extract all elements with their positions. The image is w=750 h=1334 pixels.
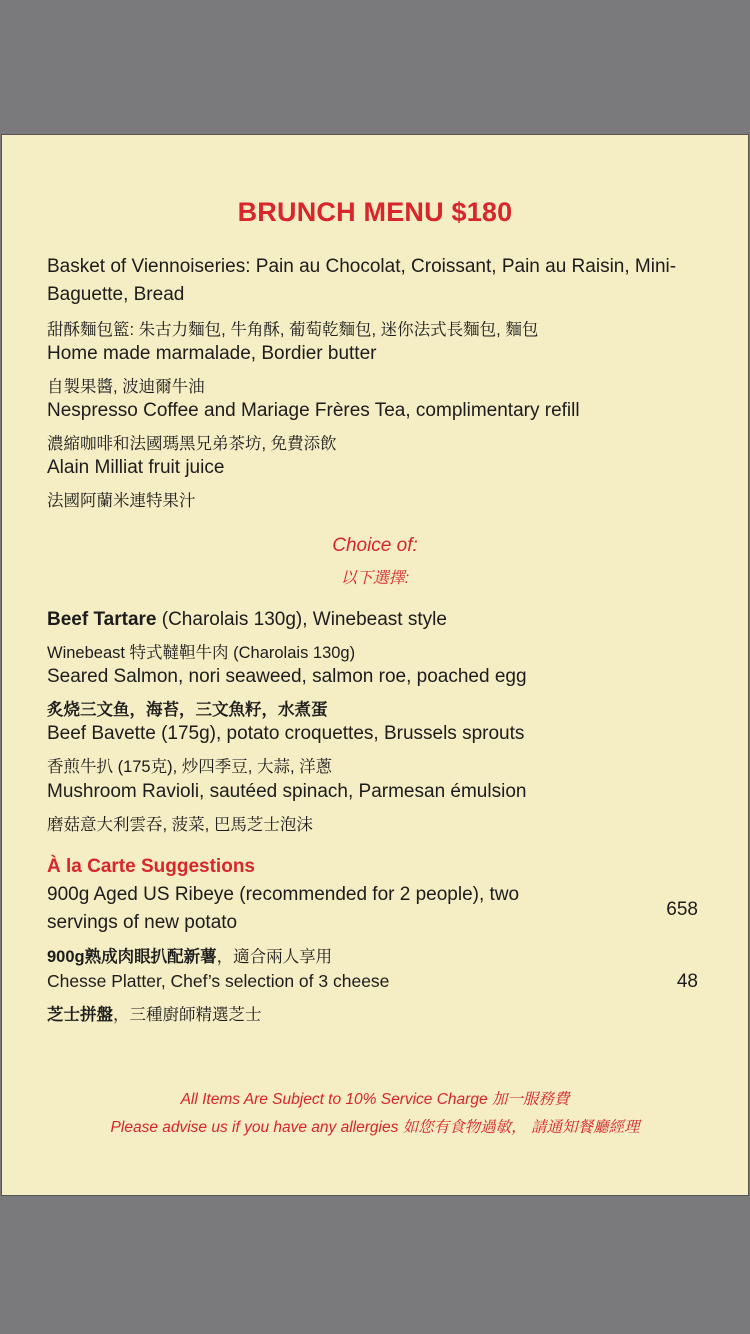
juice-en: Alain Milliat fruit juice [47, 457, 225, 478]
allergy-note: Please advise us if you have any allergies 如您有食物過敏， 請通知餐廳經理 [110, 1119, 640, 1136]
item-zh-name: 芝士拼盤 [47, 1006, 113, 1024]
item-zh: 磨菇意大利雲吞, 菠菜, 巴馬芝士泡沫 [47, 816, 313, 834]
list-item [47, 609, 447, 631]
marmalade-en: Home made marmalade, Bordier butter [47, 343, 377, 364]
list-item [47, 881, 567, 937]
item-zh-desc: ，三種廚師精選芝士 [113, 1006, 262, 1024]
item-desc: (recommended for 2 people), two servings of new potato [47, 884, 520, 933]
item-zh [47, 943, 332, 967]
coffee-zh: 濃縮咖啡和法國瑪黑兄弟茶坊, 免費添飲 [47, 435, 337, 453]
item-zh-name: 900g熟成肉眼扒配新薯 [47, 948, 217, 966]
item-name: Chesse Platter [47, 971, 161, 991]
menu-title: BRUNCH MENU $180 [237, 197, 513, 227]
marmalade-zh: 自製果醬, 波迪爾牛油 [47, 378, 205, 396]
item-name: Seared Salmon [47, 666, 178, 687]
item-name: Beef Bavette (175g) [47, 723, 216, 744]
item-desc: , Chef’s selection of 3 cheese [160, 971, 390, 991]
item-name: 900g Aged US Ribeye [47, 884, 234, 905]
item-zh: 炙烧三文鱼，海苔，三文魚籽，水煮蛋 [47, 701, 328, 719]
item-zh: Winebeast 特式韃靼牛肉 (Charolais 130g) [47, 644, 356, 662]
item-desc: , nori seaweed, salmon roe, poached egg [177, 666, 527, 687]
item-desc: (Charolais 130g), Winebeast style [156, 609, 447, 630]
item-name: Beef Tartare [47, 609, 157, 630]
item-name: Mushroom Ravioli [47, 781, 200, 802]
service-charge-note: All Items Are Subject to 10% Service Charge 加一服務費 [180, 1091, 570, 1108]
item-zh-desc: ，適合兩人享用 [216, 948, 333, 966]
juice-zh: 法國阿蘭米連特果汁 [47, 492, 196, 510]
basket-en: Basket of Viennoiseries: Pain au Chocolat, Croissant, Pain au Raisin, Mini-Baguette, Bread [47, 256, 677, 305]
list-item [47, 971, 389, 992]
list-item [47, 723, 524, 745]
choice-heading-zh: 以下選擇: [340, 570, 410, 587]
item-zh [47, 1001, 262, 1025]
choice-heading: Choice of: [332, 535, 418, 556]
list-item [47, 781, 526, 803]
item-desc: , sautéed spinach, Parmesan émulsion [199, 781, 527, 802]
item-desc: , potato croquettes, Brussels sprouts [216, 723, 525, 744]
item-price: 48 [676, 971, 698, 992]
item-price: 658 [666, 899, 698, 920]
basket-zh: 甜酥麵包籃: 朱古力麵包, 牛角酥, 葡萄乾麵包, 迷你法式長麵包, 麵包 [47, 321, 539, 339]
menu-page [1, 134, 749, 1196]
a-la-carte-heading: À la Carte Suggestions [47, 856, 255, 877]
item-zh: 香煎牛扒 (175克), 炒四季豆, 大蒜, 洋蔥 [47, 758, 333, 776]
list-item [47, 666, 527, 688]
coffee-en: Nespresso Coffee and Mariage Frères Tea, complimentary refill [47, 400, 580, 421]
